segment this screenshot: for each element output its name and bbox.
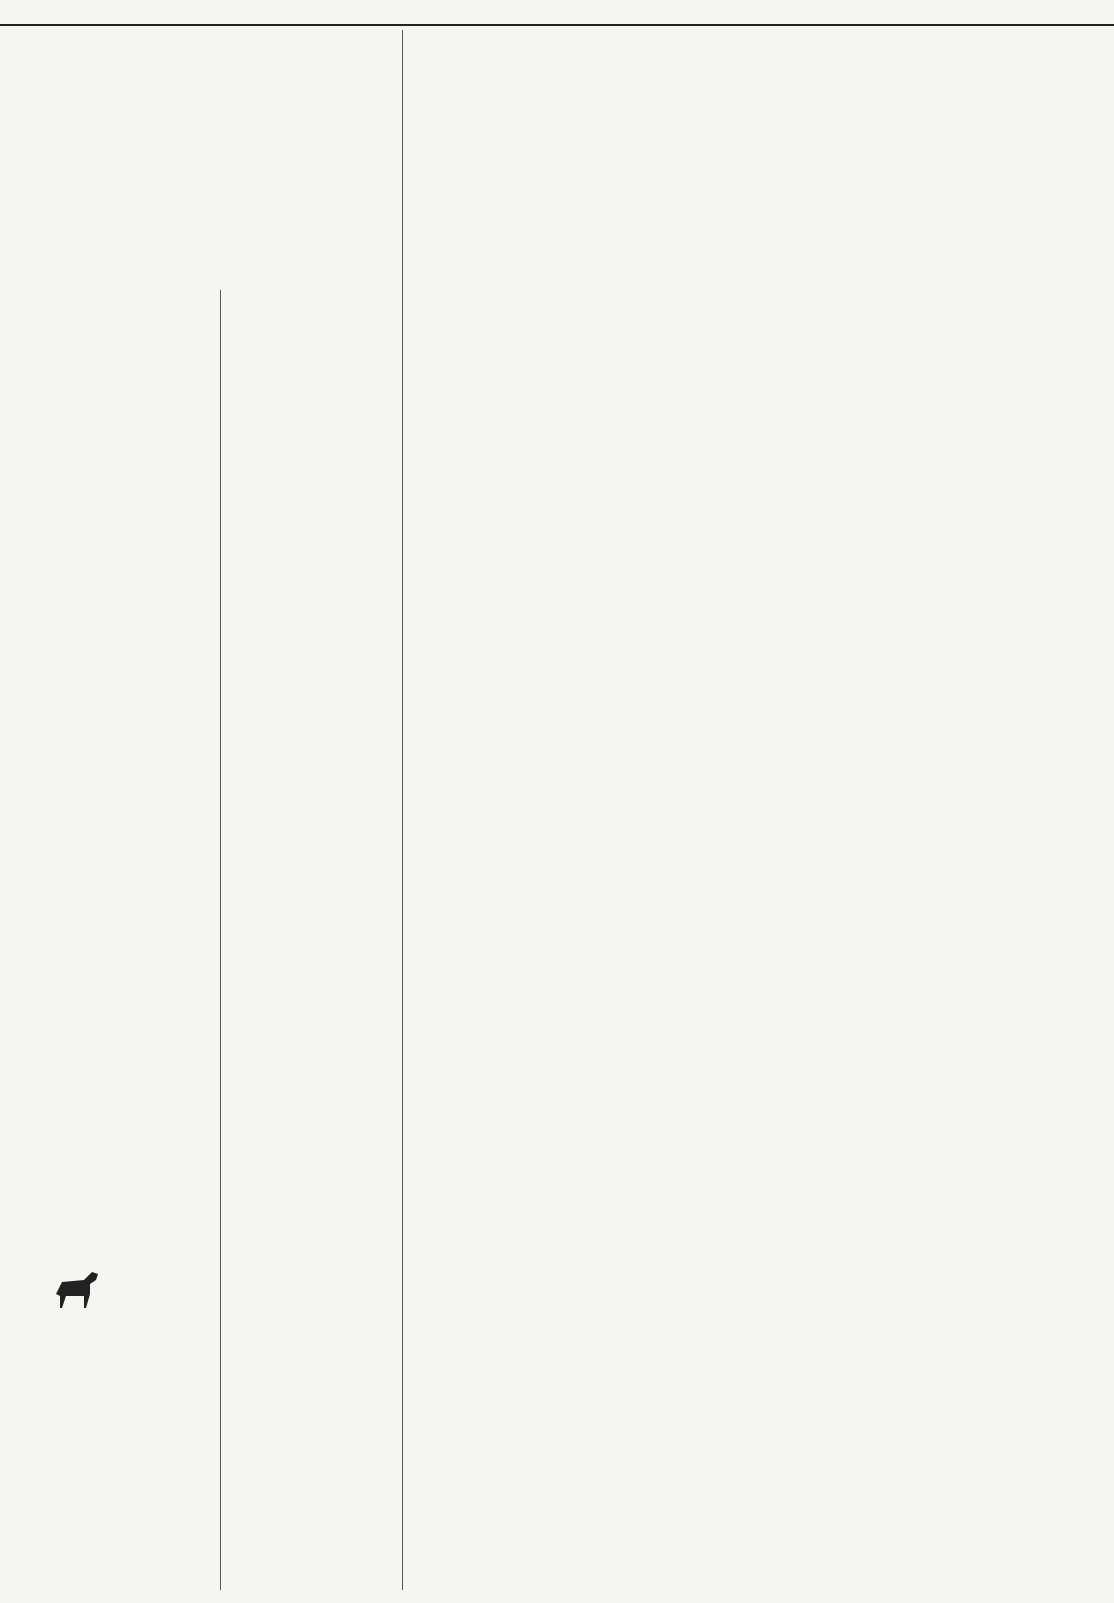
sire-advertisement: [44, 1250, 216, 1590]
masthead: [0, 0, 1114, 26]
turf-lead: [44, 184, 398, 284]
column-divider: [402, 30, 403, 1590]
middle-column-content: [405, 32, 481, 1588]
racing-fixtures: [44, 1125, 216, 1245]
horse-icon: [48, 1264, 108, 1312]
column-divider: [220, 290, 221, 1590]
turf-column-2: [224, 290, 400, 1590]
